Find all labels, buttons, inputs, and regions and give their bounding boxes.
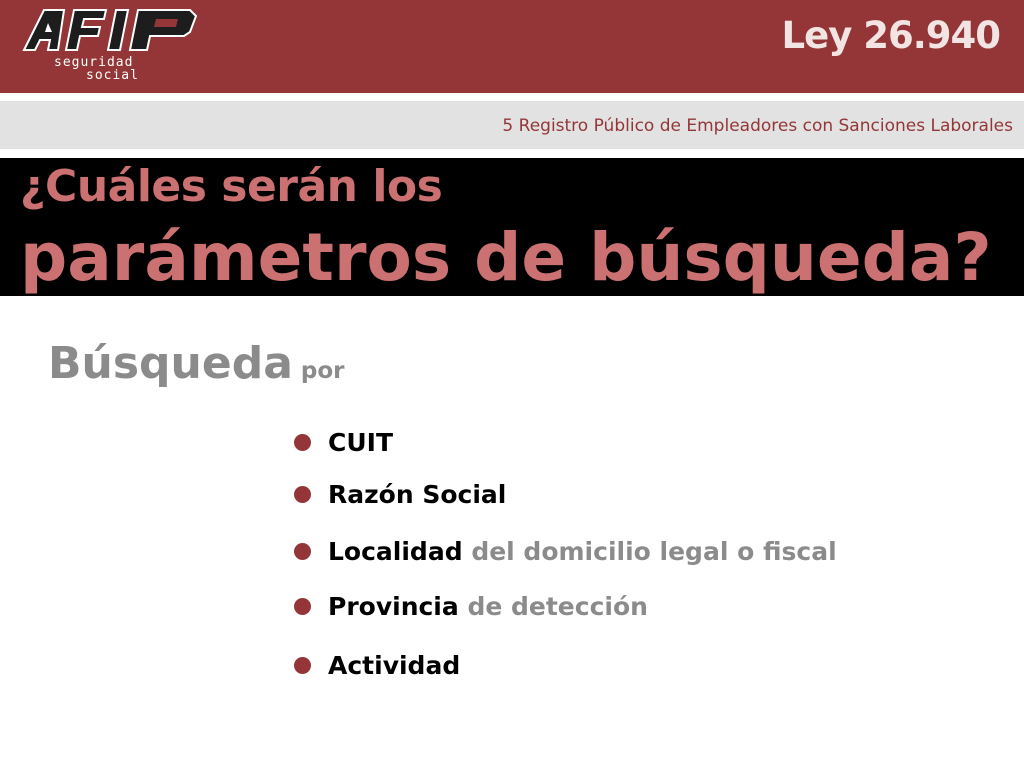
criteria-strong: Localidad	[328, 537, 463, 566]
search-heading-by: por	[300, 358, 345, 384]
logo-subtext-1: seguridad	[54, 55, 134, 70]
criteria-item	[294, 536, 837, 568]
logo-subtext-2: social	[86, 68, 139, 82]
criteria-strong: CUIT	[328, 428, 394, 457]
bullet-dot-icon	[294, 434, 311, 451]
bullet-dot-icon	[294, 598, 311, 615]
bullet-dot-icon	[294, 543, 311, 560]
afip-logo	[20, 6, 205, 82]
criteria-muted: del domicilio legal o fiscal	[462, 537, 837, 566]
law-title: Ley 26.940	[781, 14, 1000, 57]
page-title-line-2: parámetros de búsqueda?	[20, 219, 992, 296]
search-heading-main: Búsqueda	[48, 338, 293, 389]
criteria-strong: Razón Social	[328, 480, 507, 509]
section-subtitle: 5 Registro Público de Empleadores con Sanciones Laborales	[502, 116, 1013, 136]
search-heading	[48, 338, 345, 389]
page-title-line-1: ¿Cuáles serán los	[20, 161, 443, 212]
criteria-item	[294, 591, 648, 623]
criteria-item	[294, 650, 460, 682]
bullet-dot-icon	[294, 657, 311, 674]
criteria-muted: de detección	[458, 592, 648, 621]
bullet-dot-icon	[294, 486, 311, 503]
criteria-strong: Actividad	[328, 651, 461, 680]
criteria-item	[294, 479, 506, 511]
criteria-item	[294, 427, 393, 459]
criteria-strong: Provincia	[328, 592, 459, 621]
